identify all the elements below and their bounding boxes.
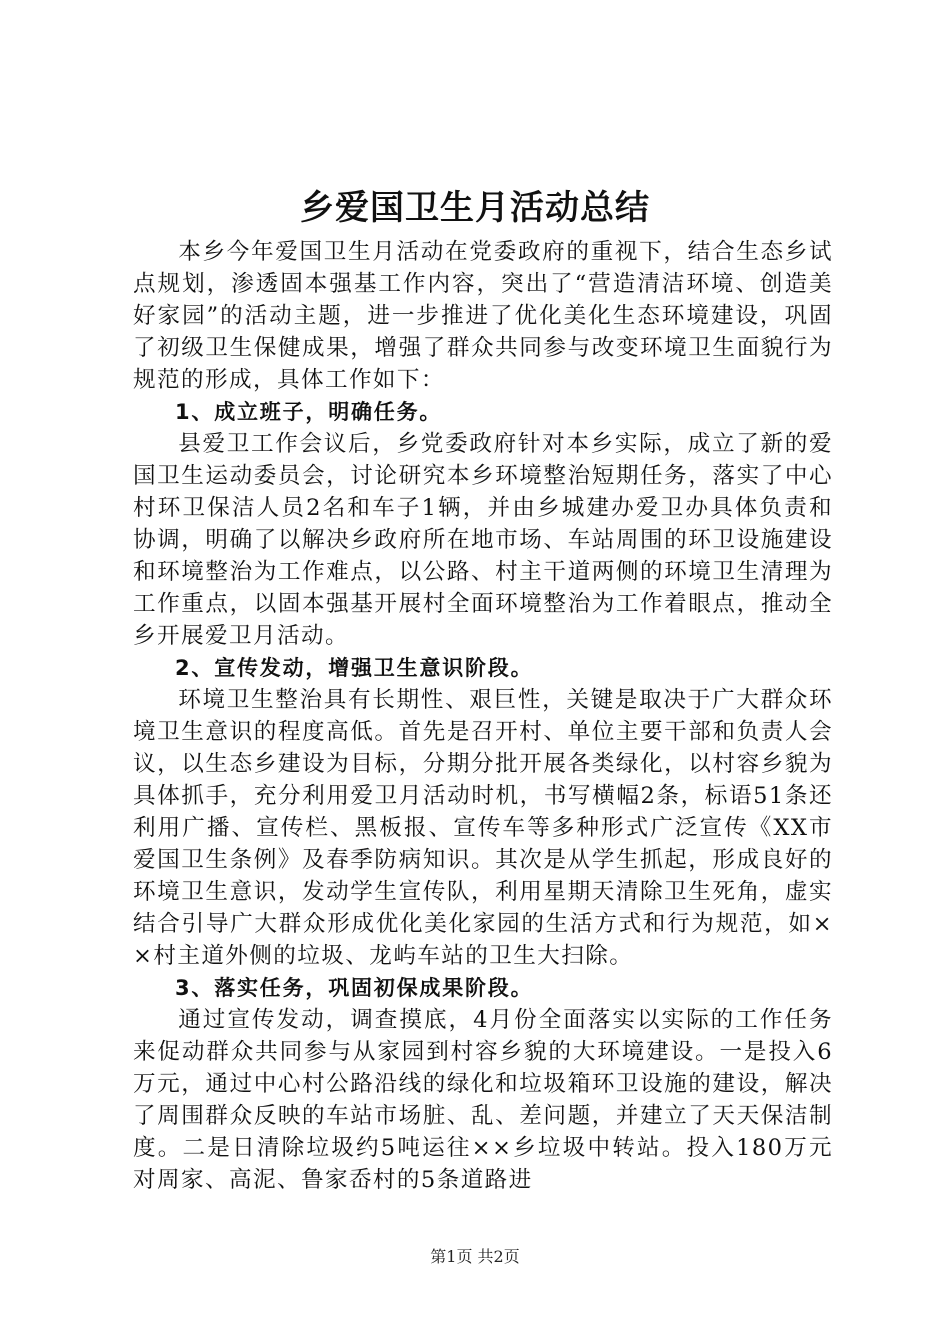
- section-heading-2: 2、宣传发动，增强卫生意识阶段。: [175, 656, 534, 680]
- section-heading-3: 3、落实任务，巩固初保成果阶段。: [175, 976, 534, 1000]
- document-body: [133, 236, 833, 1196]
- section-paragraph-1: 县爱卫工作会议后，乡党委政府针对本乡实际，成立了新的爱国卫生运动委员会，讨论研究本乡环境整治短期任务，落实了中心村环卫保洁人员2名和车子1辆，并由乡城建办爱卫办具体负责和协调，明确了以解决乡政府所在地市场、车站周围的环卫设施建设和环境整治为工作难点，以公路、村主干道两侧的环境卫生清理为工作重点，以固本强基开展村全面环境整治为工作着眼点，推动全乡开展爱卫月活动。: [133, 431, 833, 649]
- document-title: 乡爱国卫生月活动总结: [300, 188, 650, 228]
- intro-paragraph: 本乡今年爱国卫生月活动在党委政府的重视下，结合生态乡试点规划，渗透固本强基工作内容，突出了“营造清洁环境、创造美好家园”的活动主题，进一步推进了优化美化生态环境建设，巩固了初级卫生保健成果，增强了群众共同参与改变环境卫生面貌行为规范的形成，具体工作如下：: [133, 239, 833, 393]
- section-paragraph-3: 通过宣传发动，调查摸底，4月份全面落实以实际的工作任务来促动群众共同参与从家园到村容乡貌的大环境建设。一是投入6万元，通过中心村公路沿线的绿化和垃圾箱环卫设施的建设，解决了周围群众反映的车站市场脏、乱、差问题，并建立了天天保洁制度。二是日清除垃圾约5吨运往××乡垃圾中转站。投入180万元对周家、高泥、鲁家岙村的5条道路进: [133, 1007, 833, 1193]
- page-footer: 第1页 共2页: [430, 1247, 520, 1266]
- section-heading-1: 1、成立班子，明确任务。: [175, 400, 443, 424]
- section-paragraph-2: 环境卫生整治具有长期性、艰巨性，关键是取决于广大群众环境卫生意识的程度高低。首先是召开村、单位主要干部和负责人会议，以生态乡建设为目标，分期分批开展各类绿化，以村容乡貌为具体抓手，充分利用爱卫月活动时机，书写横幅2条，标语51条还利用广播、宣传栏、黑板报、宣传车等多种形式广泛宣传《XX市爱国卫生条例》及春季防病知识。其次是从学生抓起，形成良好的环境卫生意识，发动学生宣传队，利用星期天清除卫生死角，虚实结合引导广大群众形成优化美化家园的生活方式和行为规范，如××村主道外侧的垃圾、龙屿车站的卫生大扫除。: [133, 687, 833, 969]
